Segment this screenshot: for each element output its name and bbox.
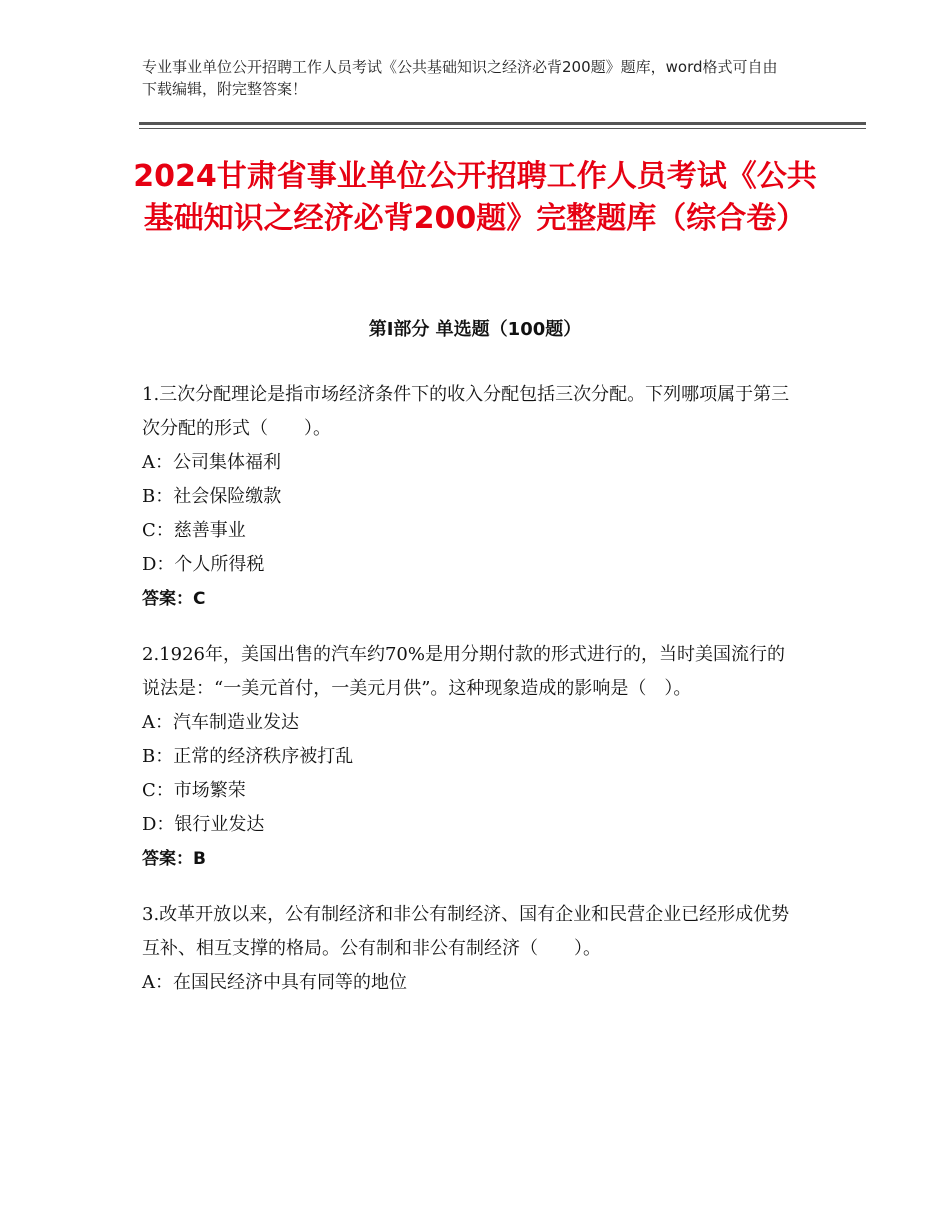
- section-heading: 第Ⅰ部分 单选题（100题）: [368, 319, 582, 340]
- question-stem: 1.三次分配理论是指市场经济条件下的收入分配包括三次分配。下列哪项属于第三次分配的形式（ ）。: [142, 384, 790, 439]
- question-list: [142, 378, 802, 1022]
- document-title: 2024甘肃省事业单位公开招聘工作人员考试《公共基础知识之经济必背200题》完整题库（综合卷）: [133, 159, 817, 236]
- option-c: C：市场繁荣: [142, 780, 246, 801]
- answer: 答案：B: [142, 849, 206, 869]
- header-divider-thick: [139, 122, 866, 125]
- option-d: D：个人所得税: [142, 554, 265, 575]
- option-b: B：正常的经济秩序被打乱: [142, 746, 354, 767]
- option-b: B：社会保险缴款: [142, 486, 282, 507]
- option-a: A：在国民经济中具有同等的地位: [142, 972, 407, 993]
- option-a: A：公司集体福利: [142, 452, 281, 473]
- header-note: 专业事业单位公开招聘工作人员考试《公共基础知识之经济必背200题》题库，word格式可自由下载编辑，附完整答案！: [142, 58, 778, 98]
- question-stem: 3.改革开放以来，公有制经济和非公有制经济、国有企业和民营企业已经形成优势互补、相互支撑的格局。公有制和非公有制经济（ ）。: [142, 904, 790, 959]
- question-1: [142, 378, 802, 616]
- question-stem: 2.1926年，美国出售的汽车约70%是用分期付款的形式进行的，当时美国流行的说法是：“一美元首付，一美元月供”。这种现象造成的影响是（ ）。: [142, 644, 785, 699]
- question-3: [142, 898, 802, 1000]
- option-d: D：银行业发达: [142, 814, 265, 835]
- option-a: A：汽车制造业发达: [142, 712, 299, 733]
- header-divider-thin: [139, 128, 866, 129]
- option-c: C：慈善事业: [142, 520, 246, 541]
- answer: 答案：C: [142, 589, 206, 609]
- question-2: [142, 638, 802, 876]
